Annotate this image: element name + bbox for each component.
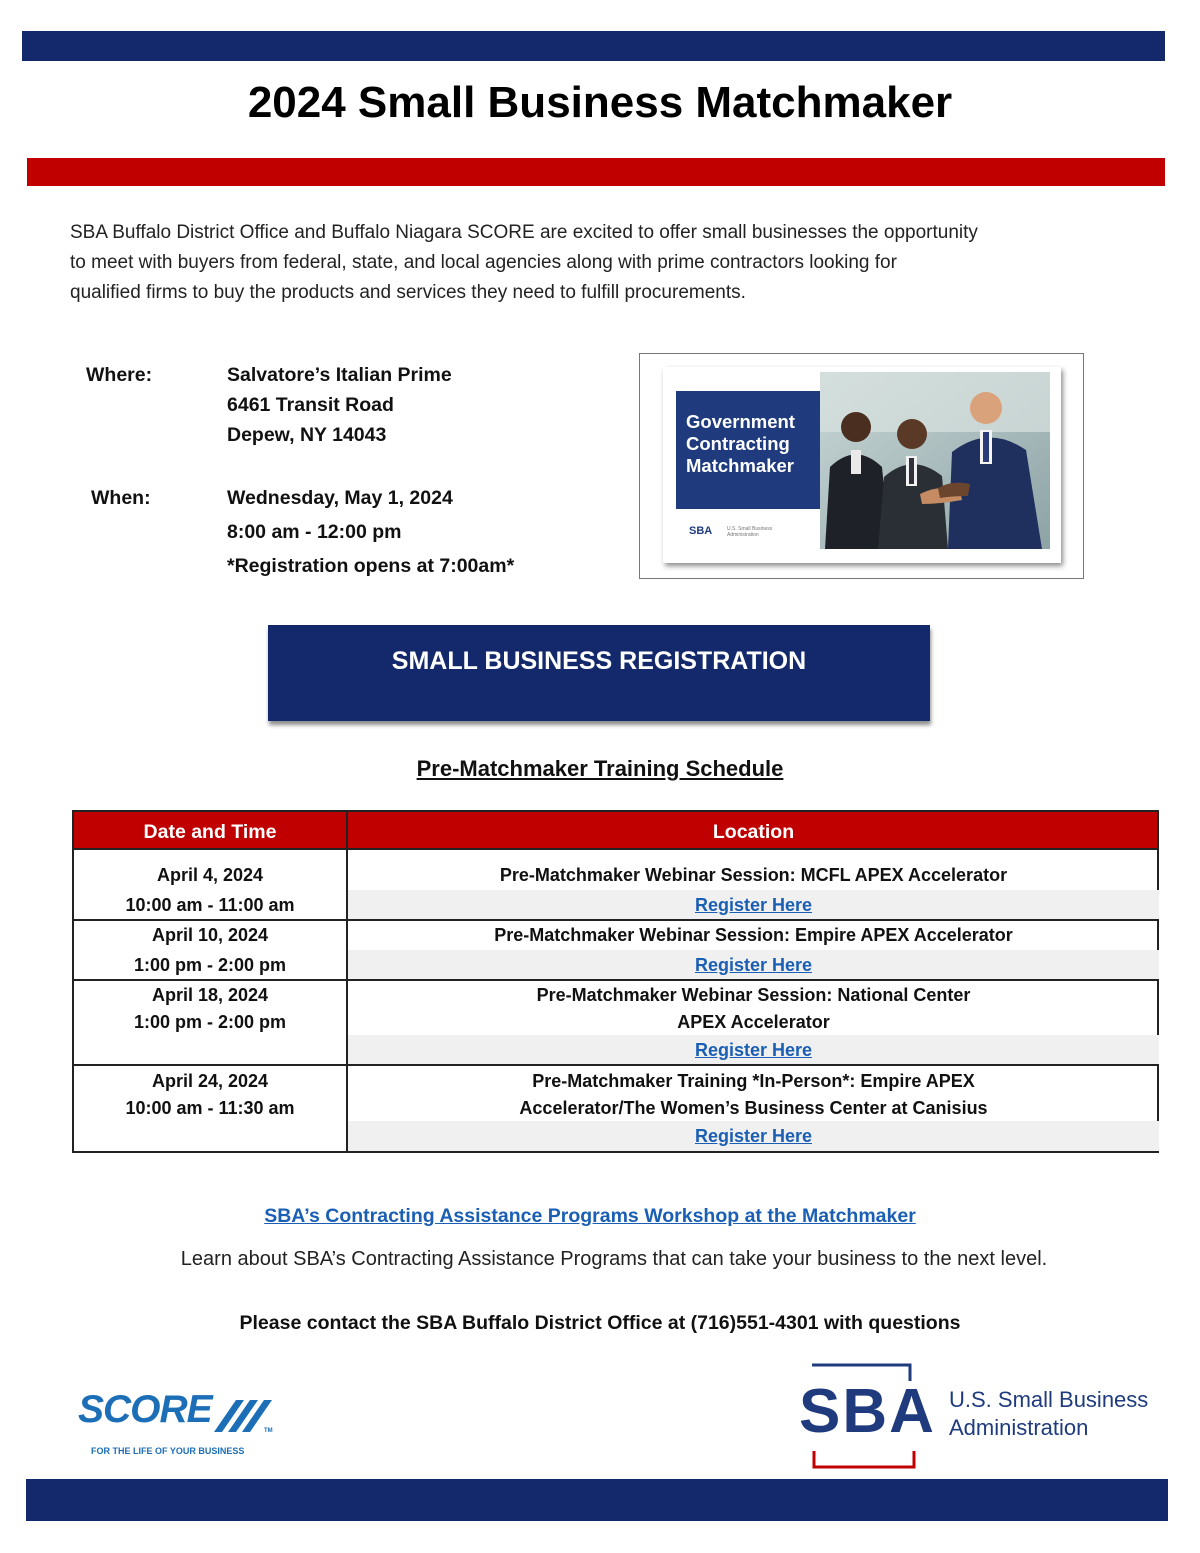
promo-card [663, 367, 1061, 563]
row-time: 10:00 am - 11:00 am [125, 895, 295, 915]
row-location: Pre-Matchmaker Webinar Session: Empire APEX Accelerator [494, 925, 1013, 945]
promo-image [639, 353, 1084, 579]
promo-sba-subtitle: U.S. Small Business Administration [727, 526, 773, 538]
row-date: April 18, 2024 [151, 985, 269, 1005]
sba-name-line: U.S. Small Business [949, 1387, 1149, 1412]
header-location: Location [712, 821, 795, 843]
row-time: 1:00 pm - 2:00 pm [133, 1012, 287, 1032]
promo-caption-box [676, 391, 830, 509]
red-divider-bar [27, 158, 1165, 186]
page-title: 2024 Small Business Matchmaker [247, 78, 953, 127]
schedule-title: Pre-Matchmaker Training Schedule [416, 756, 784, 781]
promo-sba-logo: SBA [689, 525, 713, 537]
intro-line: SBA Buffalo District Office and Buffalo Niagara SCORE are excited to offer small businesses the opportunity [70, 222, 978, 243]
intro-line: qualified firms to buy the products and services they need to fulfill procurements. [70, 282, 746, 303]
intro-paragraph [70, 218, 1130, 308]
contact-info: Please contact the SBA Buffalo District Office at (716)551-4301 with questions [239, 1312, 961, 1334]
sba-name-line: Administration [949, 1415, 1089, 1440]
training-schedule-table [72, 810, 1159, 1153]
row-time: 1:00 pm - 2:00 pm [133, 955, 287, 975]
score-logo [78, 1388, 288, 1463]
registration-note: *Registration opens at 7:00am* [227, 555, 515, 577]
promo-caption-line: Contracting [686, 433, 790, 454]
when-label: When: [91, 487, 151, 509]
promo-caption-line: Matchmaker [686, 455, 794, 476]
intro-line: to meet with buyers from federal, state, and local agencies along with prime contractors looking for [70, 252, 897, 273]
row-location-cont: Accelerator/The Women’s Business Center at Canisius [519, 1098, 988, 1118]
venue-street: 6461 Transit Road [227, 394, 394, 416]
sba-wordmark: SBA [799, 1377, 936, 1446]
row-location-cont: APEX Accelerator [677, 1012, 830, 1032]
small-business-registration-button[interactable]: SMALL BUSINESS REGISTRATION [268, 625, 930, 721]
row-time: 10:00 am - 11:30 am [125, 1098, 295, 1118]
row-location: Pre-Matchmaker Training *In-Person*: Empire APEX [532, 1071, 975, 1091]
row-location: Pre-Matchmaker Webinar Session: National Center [536, 985, 971, 1005]
workshop-description: Learn about SBA’s Contracting Assistance Programs that can take your business to the next level. [180, 1248, 1048, 1270]
score-wordmark: SCORE [78, 1388, 212, 1431]
bottom-navy-bar [26, 1479, 1168, 1521]
event-date: Wednesday, May 1, 2024 [227, 487, 453, 509]
row-location: Pre-Matchmaker Webinar Session: MCFL APEX Accelerator [499, 865, 1008, 885]
row-divider [74, 979, 1157, 981]
top-navy-bar [22, 31, 1165, 61]
venue-name: Salvatore’s Italian Prime [227, 364, 452, 386]
row-date: April 24, 2024 [151, 1071, 269, 1091]
row-date: April 10, 2024 [151, 925, 269, 945]
score-tagline: FOR THE LIFE OF YOUR BUSINESS [91, 1446, 245, 1456]
venue-city: Depew, NY 14043 [227, 424, 387, 446]
score-trademark: TM [264, 1428, 273, 1434]
promo-caption [686, 411, 795, 477]
row-date: April 4, 2024 [156, 865, 264, 885]
promo-caption-line: Government [686, 411, 795, 432]
register-here-link[interactable]: Register Here [694, 1040, 813, 1060]
event-time: 8:00 am - 12:00 pm [227, 521, 402, 543]
where-label: Where: [86, 364, 153, 386]
header-date-time: Date and Time [143, 821, 277, 843]
sba-full-name [949, 1386, 1148, 1442]
row-divider [74, 919, 1157, 921]
sba-logo [796, 1363, 1168, 1471]
register-here-link[interactable]: Register Here [694, 895, 813, 915]
register-here-link[interactable]: Register Here [694, 1126, 813, 1146]
row-divider [74, 1064, 1157, 1066]
register-here-link[interactable]: Register Here [694, 955, 813, 975]
workshop-link[interactable]: SBA’s Contracting Assistance Programs Workshop at the Matchmaker [264, 1205, 916, 1227]
handshake-photo-icon [820, 372, 1050, 549]
table-header-row [74, 812, 1157, 850]
